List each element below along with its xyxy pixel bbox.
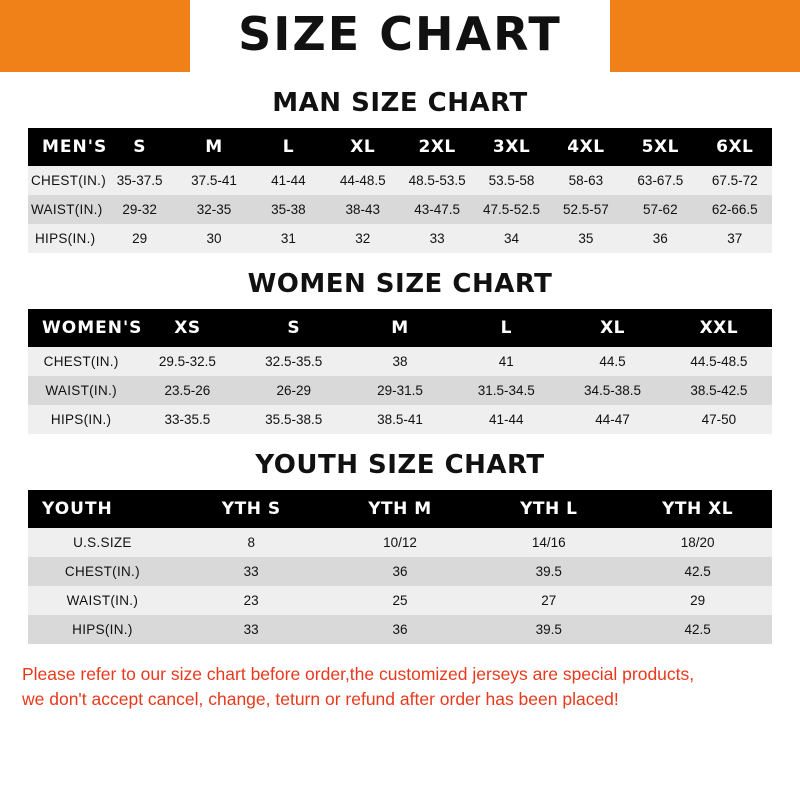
table-row [28, 405, 772, 434]
table-cell: 35-38 [251, 195, 325, 224]
table-cell: 8 [177, 528, 326, 557]
table-cell: 38.5-41 [347, 405, 453, 434]
row-label: HIPS(IN.) [28, 615, 177, 644]
table-cell: 36 [326, 615, 475, 644]
table-cell: 31.5-34.5 [453, 376, 559, 405]
column-header: 6XL [716, 137, 754, 157]
column-header: 5XL [641, 137, 679, 157]
table-cell: 33 [177, 615, 326, 644]
table-cell: 18/20 [623, 528, 772, 557]
table-row [28, 615, 772, 644]
row-label: CHEST(IN.) [28, 347, 134, 376]
table-cell: 36 [326, 557, 475, 586]
table-header-row [28, 128, 772, 166]
table-cell: 33-35.5 [134, 405, 240, 434]
row-label: HIPS(IN.) [28, 405, 134, 434]
table-cell: 32.5-35.5 [241, 347, 347, 376]
column-header: S [287, 318, 301, 338]
table-cell: 48.5-53.5 [400, 166, 474, 195]
table-cell: 30 [177, 224, 251, 253]
men-size-table [28, 128, 772, 253]
table-cell: 43-47.5 [400, 195, 474, 224]
youth-section-title: YOUTH SIZE CHART [255, 450, 545, 480]
table-cell: 57-62 [623, 195, 697, 224]
table-cell: 39.5 [474, 557, 623, 586]
table-cell: 41 [453, 347, 559, 376]
row-label: WAIST(IN.) [28, 376, 134, 405]
table-row [28, 347, 772, 376]
table-cell: 29-31.5 [347, 376, 453, 405]
table-cell: 47.5-52.5 [474, 195, 548, 224]
column-header: XL [350, 137, 376, 157]
table-cell: 29-32 [102, 195, 176, 224]
table-cell: 26-29 [241, 376, 347, 405]
table-row [28, 224, 772, 253]
table-cell: 29 [623, 586, 772, 615]
row-label: CHEST(IN.) [28, 557, 177, 586]
table-cell: 10/12 [326, 528, 475, 557]
table-cell: 29.5-32.5 [134, 347, 240, 376]
men-section [0, 88, 800, 253]
table-cell: 23 [177, 586, 326, 615]
row-label: WAIST(IN.) [28, 586, 177, 615]
table-cell: 53.5-58 [474, 166, 548, 195]
column-header: XXL [699, 318, 739, 338]
table-cell: 29 [102, 224, 176, 253]
row-label: U.S.SIZE [28, 528, 177, 557]
column-header: M [391, 318, 409, 338]
column-header: XL [600, 318, 626, 338]
table-cell: 44.5 [559, 347, 665, 376]
row-label: HIPS(IN.) [28, 224, 102, 253]
table-cell: 62-66.5 [698, 195, 772, 224]
table-row [28, 376, 772, 405]
column-header: YTH M [368, 499, 432, 519]
table-cell: 58-63 [549, 166, 623, 195]
row-label: CHEST(IN.) [28, 166, 102, 195]
table-cell: 67.5-72 [698, 166, 772, 195]
page-title: SIZE CHART [190, 0, 610, 72]
youth-section [0, 450, 800, 644]
column-header: YTH XL [662, 499, 734, 519]
table-cell: 34 [474, 224, 548, 253]
table-header-row [28, 309, 772, 347]
row-label: WAIST(IN.) [28, 195, 102, 224]
table-cell: 35-37.5 [102, 166, 176, 195]
table-row [28, 586, 772, 615]
men-section-title: MAN SIZE CHART [272, 88, 528, 118]
table-cell: 25 [326, 586, 475, 615]
column-header: L [500, 318, 512, 338]
column-header: S [133, 137, 146, 157]
column-header: YTH S [221, 499, 281, 519]
women-size-table [28, 309, 772, 434]
column-header: XS [174, 318, 201, 338]
footer-note [0, 662, 800, 713]
table-row [28, 195, 772, 224]
table-row [28, 166, 772, 195]
footer-note-line-1: Please refer to our size chart before order,the customized jerseys are special products, [22, 664, 695, 684]
table-cell: 33 [400, 224, 474, 253]
women-section [0, 269, 800, 434]
footer-note-line-2: we don't accept cancel, change, teturn or refund after order has been placed! [22, 689, 619, 710]
table-cell: 41-44 [453, 405, 559, 434]
table-cell: 35.5-38.5 [241, 405, 347, 434]
column-header: YTH L [520, 499, 578, 519]
table-cell: 32-35 [177, 195, 251, 224]
table-cell: 38-43 [326, 195, 400, 224]
table-cell: 41-44 [251, 166, 325, 195]
table-cell: 37.5-41 [177, 166, 251, 195]
table-cell: 38.5-42.5 [666, 376, 772, 405]
column-header: WOMEN'S [42, 318, 143, 338]
table-cell: 31 [251, 224, 325, 253]
table-cell: 63-67.5 [623, 166, 697, 195]
women-section-title: WOMEN SIZE CHART [247, 269, 553, 299]
table-cell: 34.5-38.5 [559, 376, 665, 405]
youth-size-table [28, 490, 772, 644]
table-cell: 44-47 [559, 405, 665, 434]
header-band [0, 0, 800, 72]
column-header: 3XL [492, 137, 531, 157]
table-cell: 35 [549, 224, 623, 253]
table-cell: 47-50 [666, 405, 772, 434]
column-header: YOUTH [42, 499, 113, 519]
table-row [28, 557, 772, 586]
column-header: 4XL [567, 137, 605, 157]
table-cell: 44-48.5 [326, 166, 400, 195]
column-header: L [282, 137, 295, 157]
table-cell: 52.5-57 [549, 195, 623, 224]
header-band-left-edge [0, 0, 36, 72]
column-header: MEN'S [42, 137, 108, 157]
column-header: 2XL [418, 137, 456, 157]
table-cell: 37 [698, 224, 772, 253]
table-cell: 32 [326, 224, 400, 253]
table-header-row [28, 490, 772, 528]
header-band-right-edge [764, 0, 800, 72]
table-cell: 14/16 [474, 528, 623, 557]
table-cell: 44.5-48.5 [666, 347, 772, 376]
column-header: M [205, 137, 223, 157]
table-cell: 33 [177, 557, 326, 586]
table-cell: 27 [474, 586, 623, 615]
table-cell: 23.5-26 [134, 376, 240, 405]
table-cell: 36 [623, 224, 697, 253]
table-cell: 38 [347, 347, 453, 376]
table-cell: 39.5 [474, 615, 623, 644]
table-cell: 42.5 [623, 615, 772, 644]
table-cell: 42.5 [623, 557, 772, 586]
table-row [28, 528, 772, 557]
